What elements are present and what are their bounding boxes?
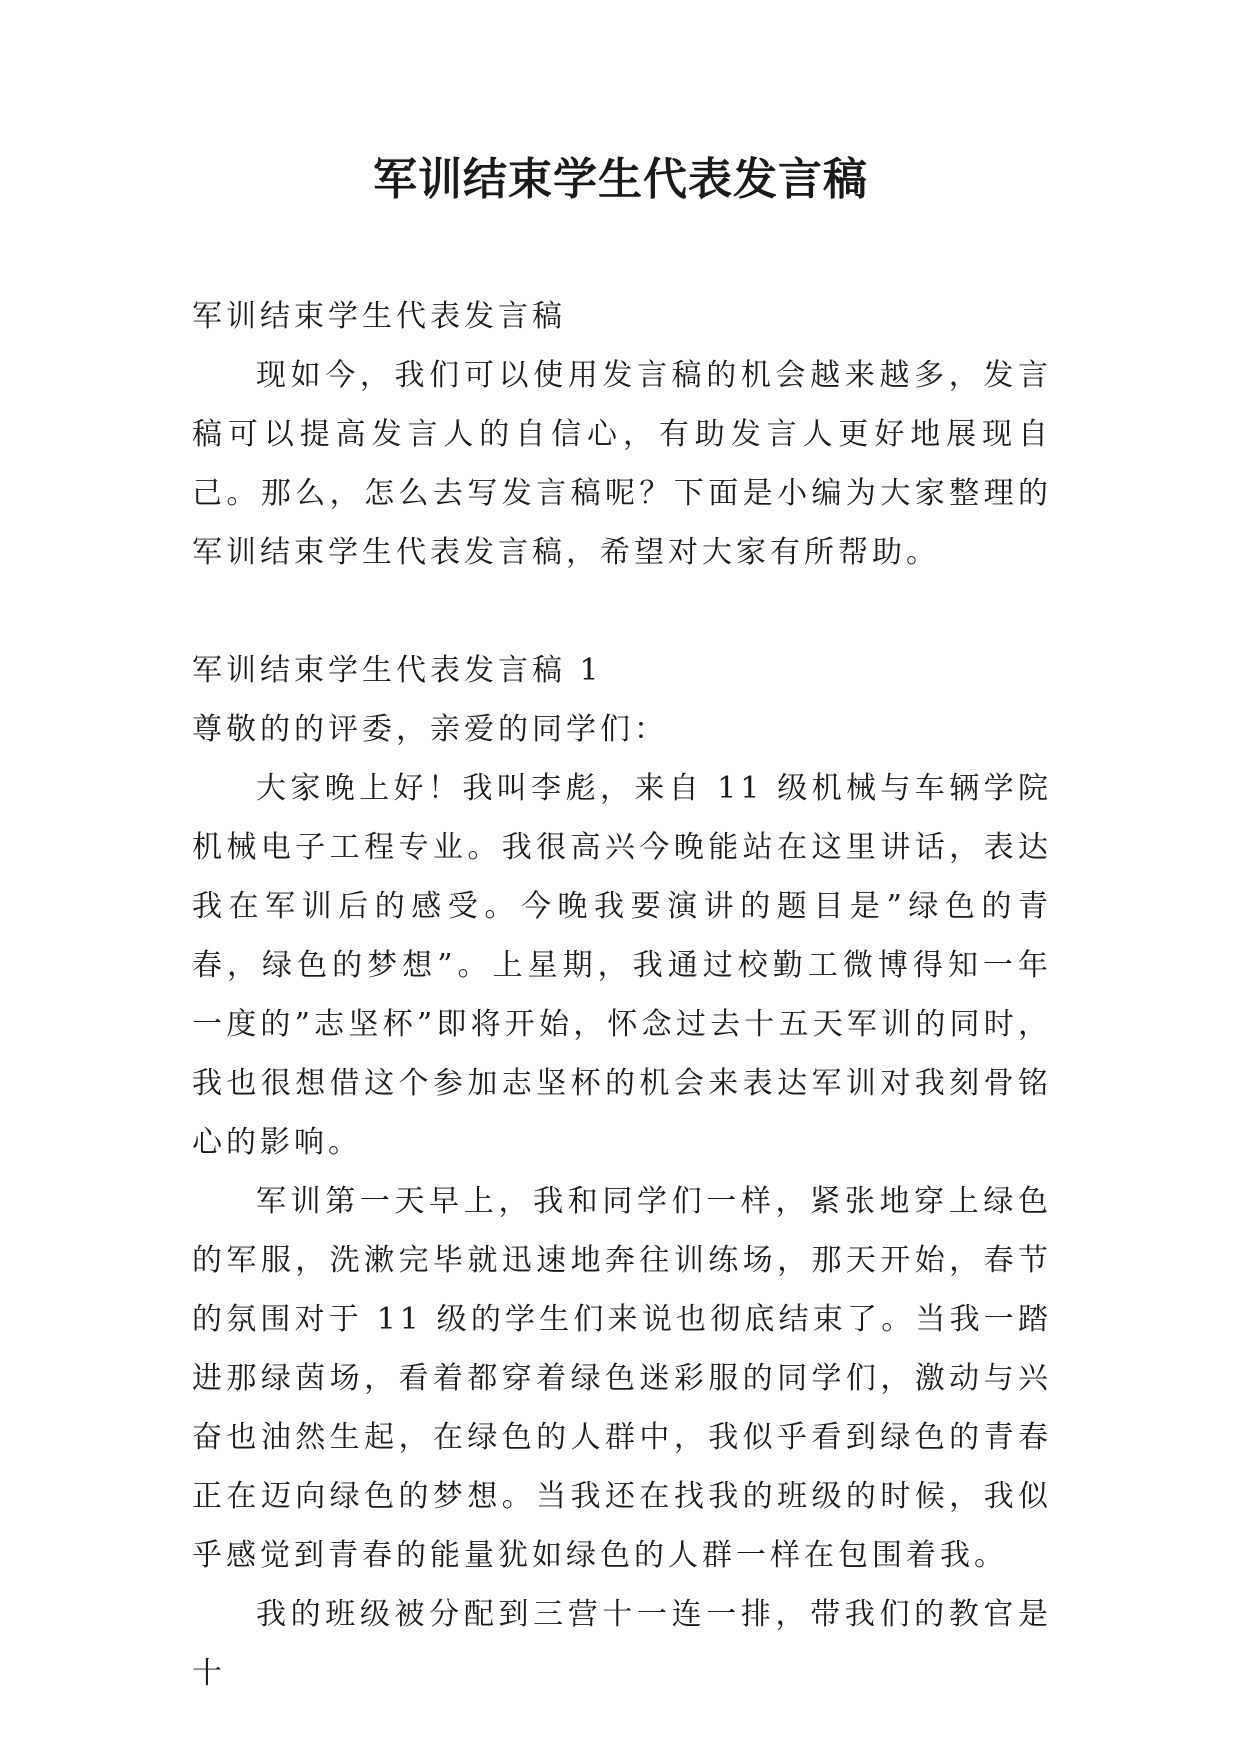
- document-body: [192, 287, 1052, 1703]
- body-paragraph: 军训第一天早上，我和同学们一样，紧张地穿上绿色的军服，洗漱完毕就迅速地奔往训练场，那天开始，春节的氛围对于 11 级的学生们来说也彻底结束了。当我一踏进那绿茵场，看着都穿着绿色迷彩服的同学们，激动与兴奋也油然生起，在绿色的人群中，我似乎看到绿色的青春正在迈向绿色的梦想。当我还在找我的班级的时候，我似乎感觉到青春的能量犹如绿色的人群一样在包围着我。: [192, 1184, 1052, 1573]
- intro-paragraph: 现如今，我们可以使用发言稿的机会越来越多，发言稿可以提高发言人的自信心，有助发言人更好地展现自己。那么，怎么去写发言稿呢？下面是小编为大家整理的军训结束学生代表发言稿，希望对大家有所帮助。: [192, 358, 1052, 570]
- body-paragraph: 大家晚上好！我叫李彪，来自 11 级机械与车辆学院机械电子工程专业。我很高兴今晚能站在这里讲话，表达我在军训后的感受。今晚我要演讲的题目是”绿色的青春，绿色的梦想”。上星期，我通过校勤工微博得知一年一度的”志坚杯”即将开始，怀念过去十五天军训的同时，我也很想借这个参加志坚杯的机会来表达军训对我刻骨铭心的影响。: [192, 771, 1052, 1160]
- document-title: 军训结束学生代表发言稿: [373, 154, 868, 205]
- document-subtitle: 军训结束学生代表发言稿: [192, 299, 566, 334]
- section-heading: 军训结束学生代表发言稿 1: [192, 653, 603, 688]
- salutation: 尊敬的的评委，亲爱的同学们：: [192, 712, 668, 747]
- body-paragraph: 我的班级被分配到三营十一连一排，带我们的教官是十: [192, 1597, 1052, 1691]
- paragraph-spacer: [192, 582, 1052, 641]
